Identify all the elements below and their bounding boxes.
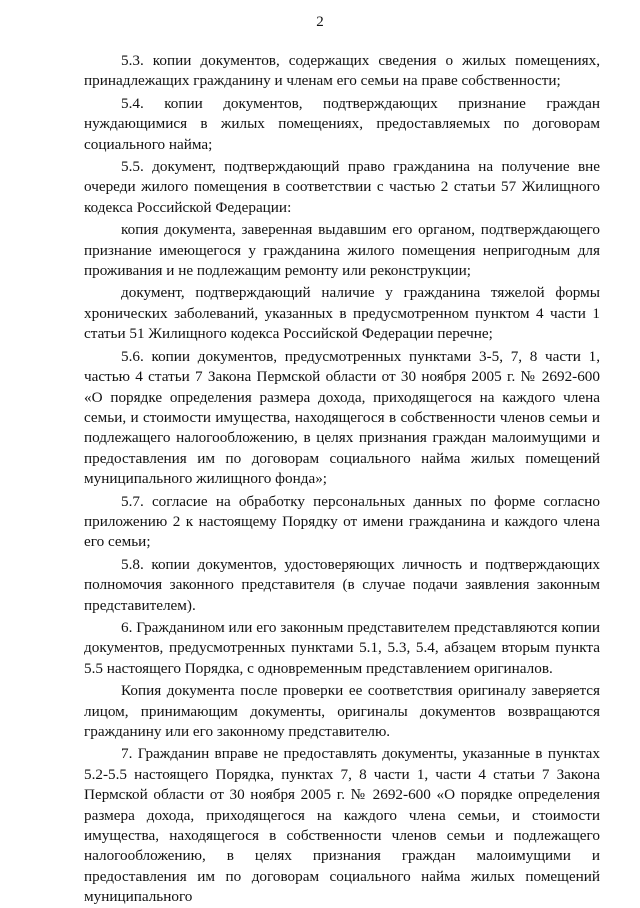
paragraph-5-8: 5.8. копии документов, удостоверяющих личность и подтверждающих полномочия законного представителя (в случае подачи заявления законным представителем). [84, 555, 600, 614]
paragraph-5-5-illness-document: документ, подтверждающий наличие у гражданина тяжелой формы хронических заболеваний, указанных в предусмотренном пунктом 4 части 1 статьи 51 Жилищного кодекса Российской Федерации перечне; [84, 284, 600, 343]
page-number: 2 [316, 14, 324, 30]
paragraph-6: 6. Гражданином или его законным представителем представляются копии документов, предусмотренных пунктами 5.1, 5.3, 5.4, абзацем вторым пункта 5.5 настоящего Порядка, с одновременным представлением оригиналов. [84, 618, 600, 677]
paragraph-5-7: 5.7. согласие на обработку персональных данных по форме согласно приложению 2 к настоящему Порядку от имени гражданина и каждого члена его семьи; [84, 492, 600, 551]
paragraph-6-certification: Копия документа после проверки ее соответствия оригиналу заверяется лицом, принимающим документы, оригиналы документов возвращаются гражданину или его законному представителю. [84, 682, 600, 740]
document-body [84, 51, 600, 908]
paragraph-5-6: 5.6. копии документов, предусмотренных пунктами 3-5, 7, 8 части 1, частью 4 статьи 7 Закона Пермской области от 30 ноября 2005 г. № 2692-600 «О порядке определения размера дохода, приходящегося на каждого члена семьи, и стоимости имущества, находящегося в собственности членов семьи и подлежащего налогообложению, в целях признания граждан малоимущими и предоставления им по договорам социального найма жилых помещений муниципального жилищного фонда»; [84, 347, 600, 488]
paragraph-5-5-copy-document: копия документа, заверенная выдавшим его органом, подтверждающего признание имеющегося у гражданина жилого помещения непригодным для проживания и не подлежащим ремонту или реконструкции; [84, 221, 600, 280]
paragraph-5-3: 5.3. копии документов, содержащих сведения о жилых помещениях, принадлежащих гражданину и членам его семьи на праве собственности; [84, 52, 600, 90]
paragraph-5-5: 5.5. документ, подтверждающий право гражданина на получение вне очереди жилого помещения в соответствии с частью 2 статьи 57 Жилищного кодекса Российской Федерации: [84, 158, 600, 216]
paragraph-7: 7. Гражданин вправе не предоставлять документы, указанные в пунктах 5.2-5.5 настоящего Порядка, пунктах 7, 8 части 1, части 4 статьи 7 Закона Пермской области от 30 ноября 2005 г. № 2692-600 «О порядке определения размера дохода, приходящегося на каждого члена семьи, и стоимости имущества, находящегося в собственности членов семьи и подлежащего налогообложению, в целях признания граждан малоимущими и предоставления им по договорам социального найма жилых помещений муниципального [84, 745, 600, 906]
paragraph-5-4: 5.4. копии документов, подтверждающих признание граждан нуждающимися в жилых помещениях, предоставляемых по договорам социального найма; [84, 94, 600, 153]
